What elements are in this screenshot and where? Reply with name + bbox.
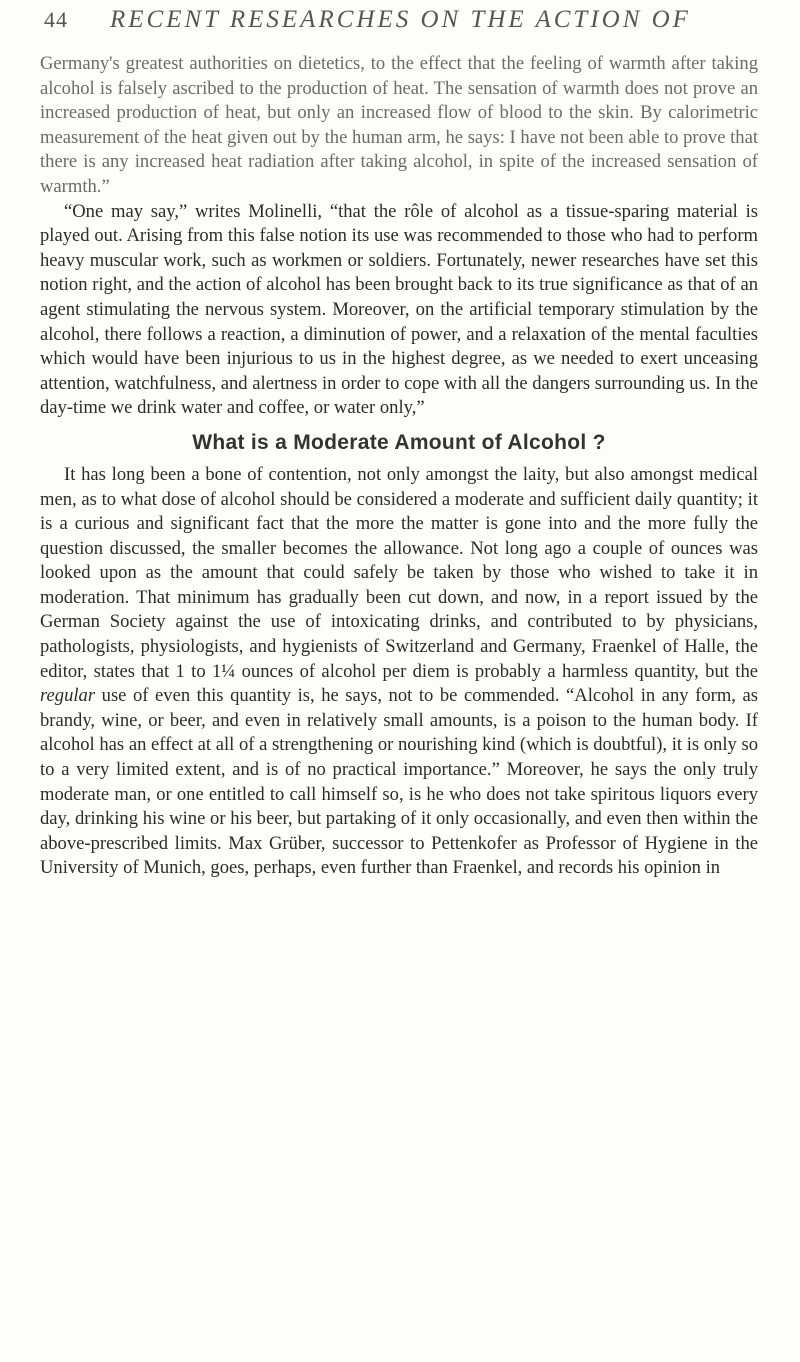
body-text — [40, 52, 758, 881]
italic-emphasis: regular — [40, 685, 96, 707]
running-head — [44, 6, 760, 46]
running-title: RECENT RESEARCHES ON THE ACTION OF — [110, 6, 691, 33]
paragraph-molinelli-quote: “One may say,” writes Molinelli, “that the rôle of alcohol as a tissue-sparing material is played out. Arising from this false notion its use was recommended to those who had to perform heavy muscular work, such as workmen or soldiers. Fortunately, newer researches have set this notion right, and the action of alcohol has been brought back to its true significance as that of an agent stimulating the nervous system. Moreover, on the artificial temporary stimulation by the alcohol, there follows a reaction, a diminution of power, and a relaxation of the mental faculties which would have been injurious to us in the highest degree, as we needed to exert unceasing attention, watchfulness, and alertness in order to cope with all the dangers surrounding us. In the day-time we drink water and coffee, or water only,” — [40, 200, 758, 419]
paragraph-continued-quote: Germany's greatest authorities on dietetics, to the effect that the feeling of warmth after taking alcohol is falsely ascribed to the production of heat. The sensation of warmth does not prove an increased production of heat, but only an increased flow of blood to the skin. By calorimetric measurement of the heat given out by the human arm, he says: I have not been able to prove that there is any increased heat radiation after taking alcohol, in spite of the increased sensation of warmth.” — [40, 53, 758, 197]
paragraph-text-start: It has long been a bone of contention, not only amongst the laity, but also amongst medical men, as to what dose of alcohol should be considered a moderate and sufficient daily quantity; it is a curious and significant fact that the more the matter is gone into and the more fully the question discussed, the smaller becomes the allowance. Not long ago a couple of ounces was looked upon as the amount that could safely be taken by those who wished to take it in moderation. That minimum has gradually been cut down, and now, in a report issued by the German Society against the use of intoxicating drinks, and contributed to by physicians, pathologists, physiologists, and hygienists of Switzerland and Germany, Fraenkel of Halle, the editor, states that 1 to 1¼ ounces of alcohol per diem is probably a harmless quantity, but the — [40, 463, 758, 682]
section-heading: What is a Moderate Amount of Alcohol ? — [192, 430, 606, 454]
paragraph-text-end: use of even this quantity is, he says, not to be commended. “Alcohol in any form, as brandy, wine, or beer, and even in relatively small amounts, is a poison to the human body. If alcohol has an effect at all of a strengthening or nourishing kind (which is doubtful), it is only so to a very limited extent, and is of no practical importance.” Moreover, he says the only truly moderate man, or one entitled to call himself so, is he who does not take spiritous liquors every day, drinking his wine or his beer, but partaking of it only occasionally, and even then within the above-prescribed limits. Max Grüber, successor to Pettenkofer as Professor of Hygiene in the University of Munich, goes, perhaps, even further than Fraenkel, and records his opinion in — [40, 685, 758, 879]
paragraph-moderate-amount — [40, 463, 758, 881]
page-number: 44 — [44, 7, 68, 32]
